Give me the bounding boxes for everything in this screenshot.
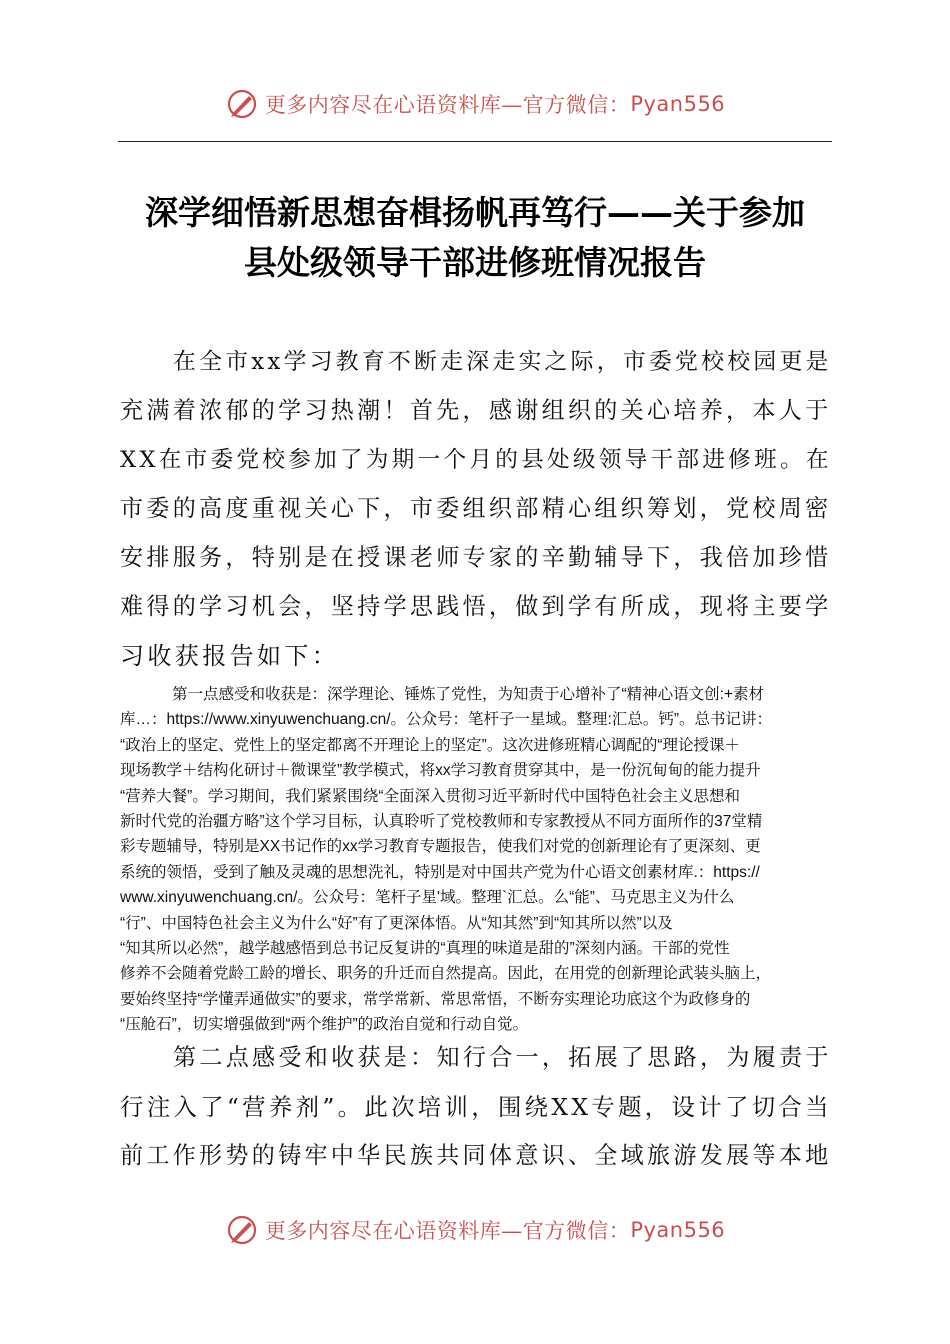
text-line: 习收获报告如下： (120, 642, 340, 670)
title-line: 深学细悟新思想奋楫扬帆再笃行——关于参加 (145, 193, 805, 232)
document-title (118, 188, 832, 288)
pen-logo-icon (225, 87, 259, 121)
text-line: 行注入了“营养剂”。此次培训，围绕XX专题，设计了切合当 (120, 1093, 832, 1121)
watermark-text: 更多内容尽在心语资料库—官方微信： (264, 93, 631, 117)
watermark-wechat-id: Pyan556 (630, 92, 726, 116)
text-line: “营养大餐”。学习期间，我们紧紧围绕“全面深入贯彻习近平新时代中国特色社会主义思想和 (120, 787, 740, 805)
text-line: www.xinyuwenchuang.cn/。公众号：笔杆子星'域。整理`汇总。么“能”、马克思主义为什么 (120, 889, 735, 907)
text-line: 库…：https://www.xinyuwenchuang.cn/。公众号：笔杆子一星域。整理:汇总。钙”。总书记讲： (120, 711, 772, 729)
text-line: 系统的领悟，受到了触及灵魂的思想洗礼，特别是对中国共产党为什心语文创素材库.：https:// (120, 863, 760, 881)
text-line: “压舱石”，切实增强做到“两个维护”的政治自觉和行动自觉。 (120, 1016, 529, 1034)
watermark-text: 更多内容尽在心语资料库—官方微信： (264, 1219, 631, 1243)
text-line: “政治上的坚定、党性上的坚定都离不开理论上的坚定”。这次进修班精心调配的“理论授课＋ (120, 736, 740, 754)
text-line: 要始终坚持“学懂弄通做实”的要求，常学常新、常思常悟，不断夯实理论功底这个为政修身的 (120, 990, 751, 1008)
paragraph-first-gain (120, 682, 832, 1038)
text-line: 新时代党的治疆方略”这个学习目标，认真聆听了党校教师和专家教授从不同方面所作的37堂精 (120, 813, 763, 831)
text-line: 修养不会随着党龄工龄的增长、职务的升迁而自然提高。因此，在用党的创新理论武装头脑上， (120, 965, 772, 983)
text-line: 第一点感受和收获是：深学理论、锤炼了党性，为知责于心增补了“精神心语文创:+素材 (172, 686, 765, 703)
text-line: “行”、中国特色社会主义为什么“好”有了更深体悟。从“知其然”到“知其所以然”以及 (120, 914, 673, 932)
text-line: 彩专题辅导，特别是XX书记作的xx学习教育专题报告，使我们对党的创新理论有了更深刻、更 (120, 838, 761, 856)
paragraph-second-gain (120, 1034, 832, 1181)
text-line: 前工作形势的铸牢中华民族共同体意识、全域旅游发展等本地 (120, 1143, 832, 1169)
pen-logo-icon (225, 1213, 259, 1247)
text-line: 第二点感受和收获是：知行合一，拓展了思路，为履责于 (173, 1045, 832, 1071)
text-line: 难得的学习机会，坚持学思践悟，做到学有所成，现将主要学 (120, 594, 832, 620)
title-line: 县处级领导干部进修班情况报告 (244, 243, 706, 282)
text-line: 安排服务，特别是在授课老师专家的辛勤辅导下，我倍加珍惜 (120, 545, 832, 571)
text-line: 现场教学＋结构化研讨＋微课堂”教学模式，将xx学习教育贯穿其中，是一份沉甸甸的能力提升 (120, 762, 761, 780)
paragraph-intro (120, 338, 832, 681)
header-divider (118, 141, 832, 142)
footer-watermark (0, 1208, 950, 1252)
text-line: “知其所以必然”，越学越感悟到总书记反复讲的“真理的味道是甜的”深刻内涵。干部的党性 (120, 940, 730, 958)
text-line: 市委的高度重视关心下，市委组织部精心组织筹划，党校周密 (120, 496, 832, 522)
text-line: 在全市xx学习教育不断走深走实之际，市委党校校园更是 (173, 349, 832, 375)
header-watermark (0, 82, 950, 126)
text-line: 充满着浓郁的学习热潮！首先，感谢组织的关心培养，本人于 (120, 398, 832, 424)
text-line: XX在市委党校参加了为期一个月的县处级领导干部进修班。在 (120, 447, 832, 473)
watermark-wechat-id: Pyan556 (630, 1218, 726, 1242)
